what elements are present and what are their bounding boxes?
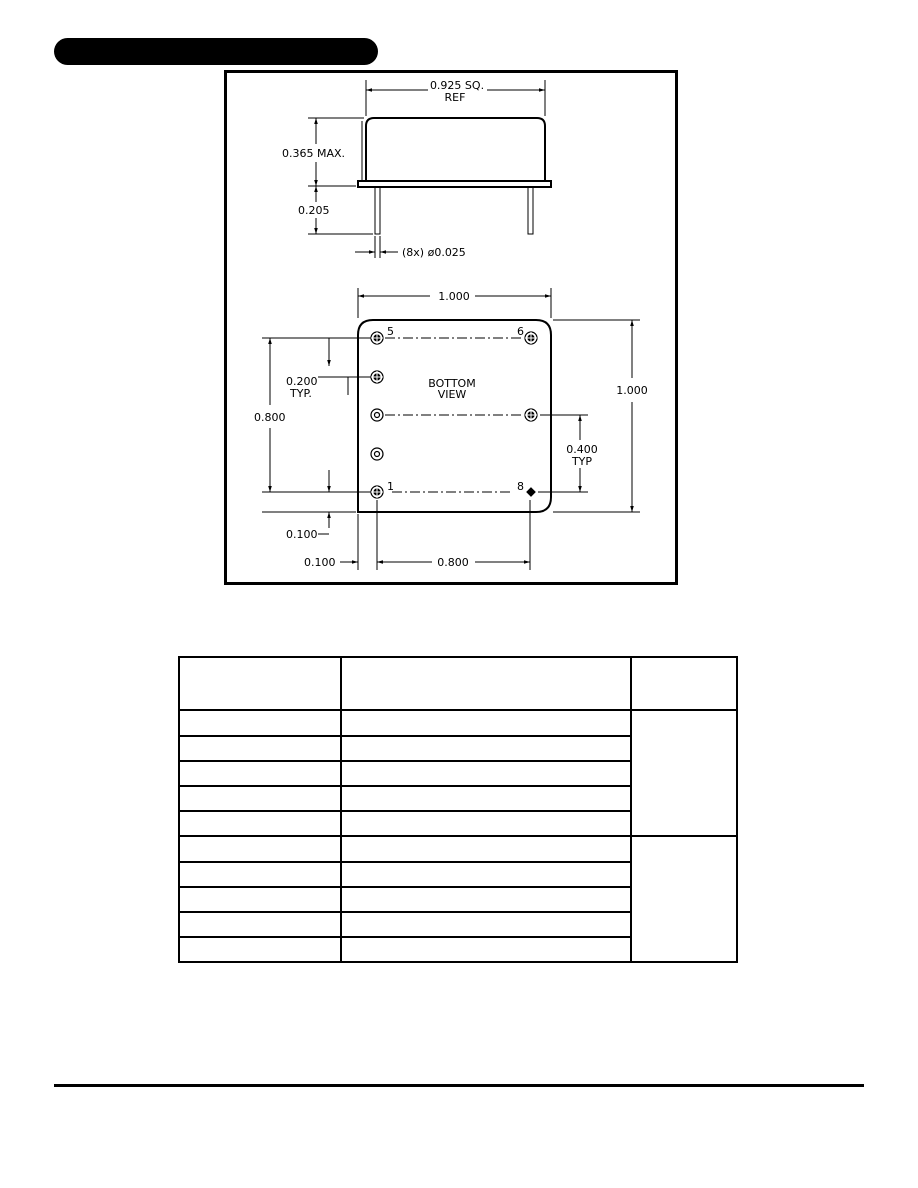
pin-7 (525, 409, 537, 421)
dim-offset-x-label: 0.100 (304, 556, 336, 569)
dim-col-spacing-note: TYP (571, 455, 593, 468)
dim-pin-col-span-label: 0.800 (437, 556, 469, 569)
dim-height-label: 0.365 MAX. (282, 147, 346, 160)
dim-pin-diameter-label: (8x) ø0.025 (402, 246, 466, 259)
section-header-bar (54, 38, 378, 65)
dim-pin-pitch-label: 0.200 (286, 375, 318, 388)
can-body (366, 118, 545, 181)
table-row-divider (180, 735, 632, 737)
pin-label-5: 5 (387, 325, 394, 338)
pin-function-table (178, 656, 738, 963)
table-row-divider (180, 760, 632, 762)
dim-width-label: 0.925 SQ. (429, 79, 485, 92)
dim-pin-row-span-label: 0.800 (254, 411, 286, 424)
dim-pin-pitch-note: TYP. (290, 387, 312, 400)
pin-5 (371, 332, 383, 344)
pin-8 (527, 488, 535, 496)
base-flange (358, 181, 551, 187)
footer-rule (54, 1084, 864, 1087)
table-header-divider (180, 709, 736, 711)
table-row-divider (180, 911, 632, 913)
table-row-divider (180, 785, 632, 787)
pin-1 (371, 486, 383, 498)
table-row-divider (180, 810, 632, 812)
dim-pin-length-label: 0.205 (298, 204, 330, 217)
table-row-divider (180, 936, 632, 938)
table-row-divider (180, 886, 632, 888)
mechanical-drawing (224, 70, 678, 585)
dim-col-spacing-label: 0.400 (566, 443, 598, 456)
pin-3 (371, 409, 383, 421)
pin-label-6: 6 (517, 325, 524, 338)
side-pin-right (528, 187, 533, 234)
package-outline-drawing (227, 73, 675, 582)
pin-label-1: 1 (387, 480, 394, 493)
pin-4 (371, 371, 383, 383)
pin-6 (525, 332, 537, 344)
side-pin-left (375, 187, 380, 234)
pin-label-8: 8 (517, 480, 524, 493)
bottom-view-label-2: VIEW (437, 388, 467, 401)
table-group-divider (180, 835, 736, 837)
dim-bottom-height-label: 1.000 (616, 384, 648, 397)
pin-2 (371, 448, 383, 460)
table-row-divider (180, 861, 632, 863)
dim-width-note: REF (444, 91, 466, 104)
bottom-view-label-1: BOTTOM (428, 377, 476, 390)
dim-offset-y-label: 0.100 (286, 528, 318, 541)
dim-bottom-width-label: 1.000 (438, 290, 470, 303)
